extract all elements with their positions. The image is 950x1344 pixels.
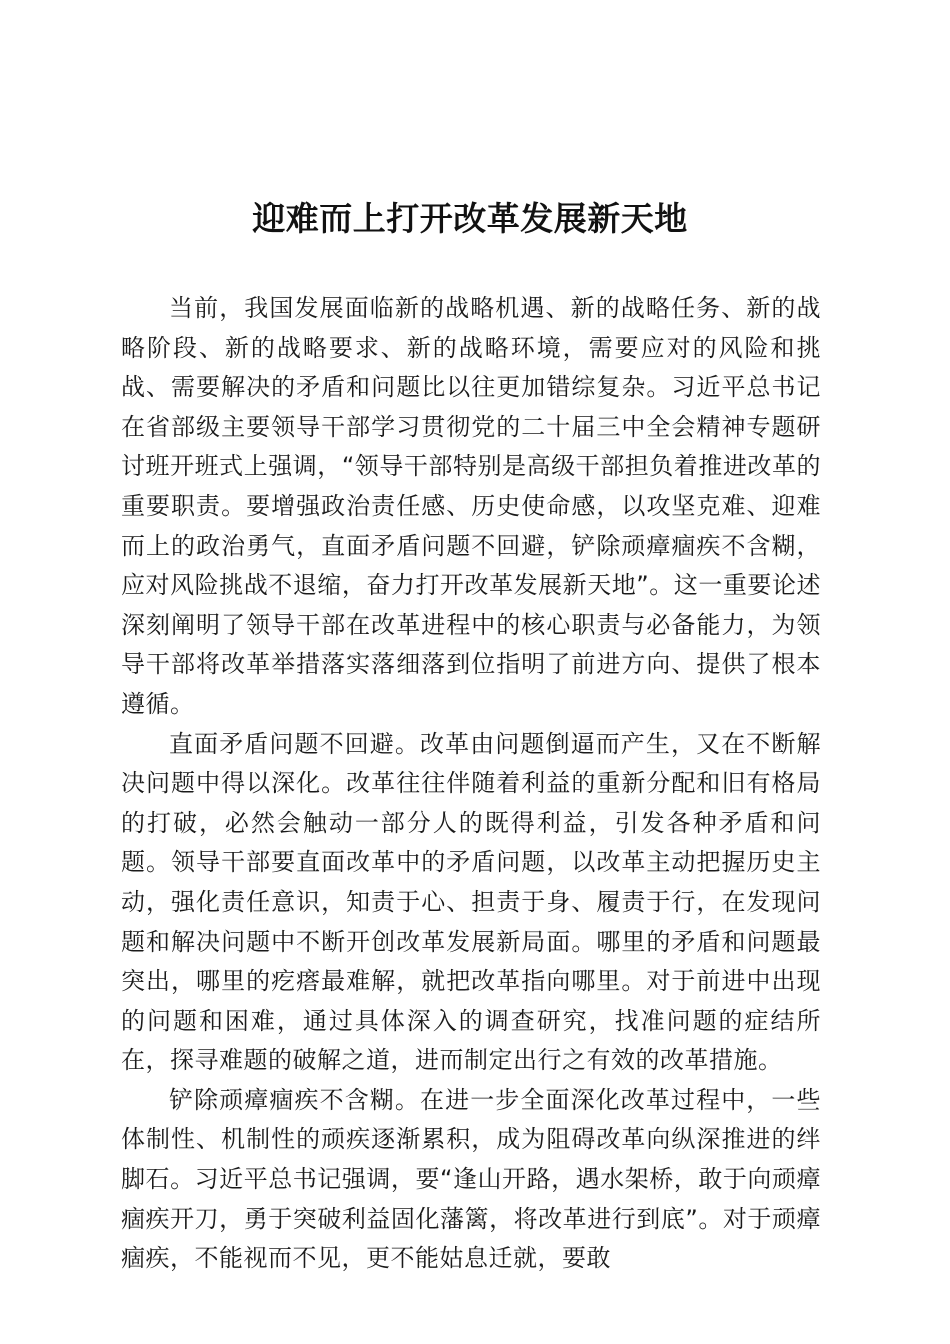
paragraph: 当前，我国发展面临新的战略机遇、新的战略任务、新的战略阶段、新的战略要求、新的战略环境，需要应对的风险和挑战、需要解决的矛盾和问题比以往更加错综复杂。习近平总书记在省部级主要领导干部学习贯彻党的二十届三中全会精神专题研讨班开班式上强调，“领导干部特别是高级干部担负着推进改革的重要职责。要增强政治责任感、历史使命感，以攻坚克难、迎难而上的政治勇气，直面矛盾问题不回避，铲除顽瘴痼疾不含糊，应对风险挑战不退缩，奋力打开改革发展新天地”。这一重要论述深刻阐明了领导干部在改革进程中的核心职责与必备能力，为领导干部将改革举措落实落细落到位指明了前进方向、提供了根本遵循。 (121, 294, 821, 718)
paragraph: 铲除顽瘴痼疾不含糊。在进一步全面深化改革过程中，一些体制性、机制性的顽疾逐渐累积，成为阻碍改革向纵深推进的绊脚石。习近平总书记强调，要“逢山开路，遇水架桥，敢于向顽瘴痼疾开刀，勇于突破利益固化藩篱，将改革进行到底”。对于顽瘴痼疾，不能视而不见，更不能姑息迁就，要敢 (121, 1085, 821, 1273)
document-title: 迎难而上打开改革发展新天地 (252, 199, 688, 238)
paragraph: 直面矛盾问题不回避。改革由问题倒逼而产生，又在不断解决问题中得以深化。改革往往伴随着利益的重新分配和旧有格局的打破，必然会触动一部分人的既得利益，引发各种矛盾和问题。领导干部要直面改革中的矛盾问题，以改革主动把握历史主动，强化责任意识，知责于心、担责于身、履责于行，在发现问题和解决问题中不断开创改革发展新局面。哪里的矛盾和问题最突出，哪里的疙瘩最难解，就把改革指向哪里。对于前进中出现的问题和困难，通过具体深入的调查研究，找准问题的症结所在，探寻难题的破解之道，进而制定出行之有效的改革措施。 (121, 729, 821, 1075)
document-body (121, 289, 821, 1279)
